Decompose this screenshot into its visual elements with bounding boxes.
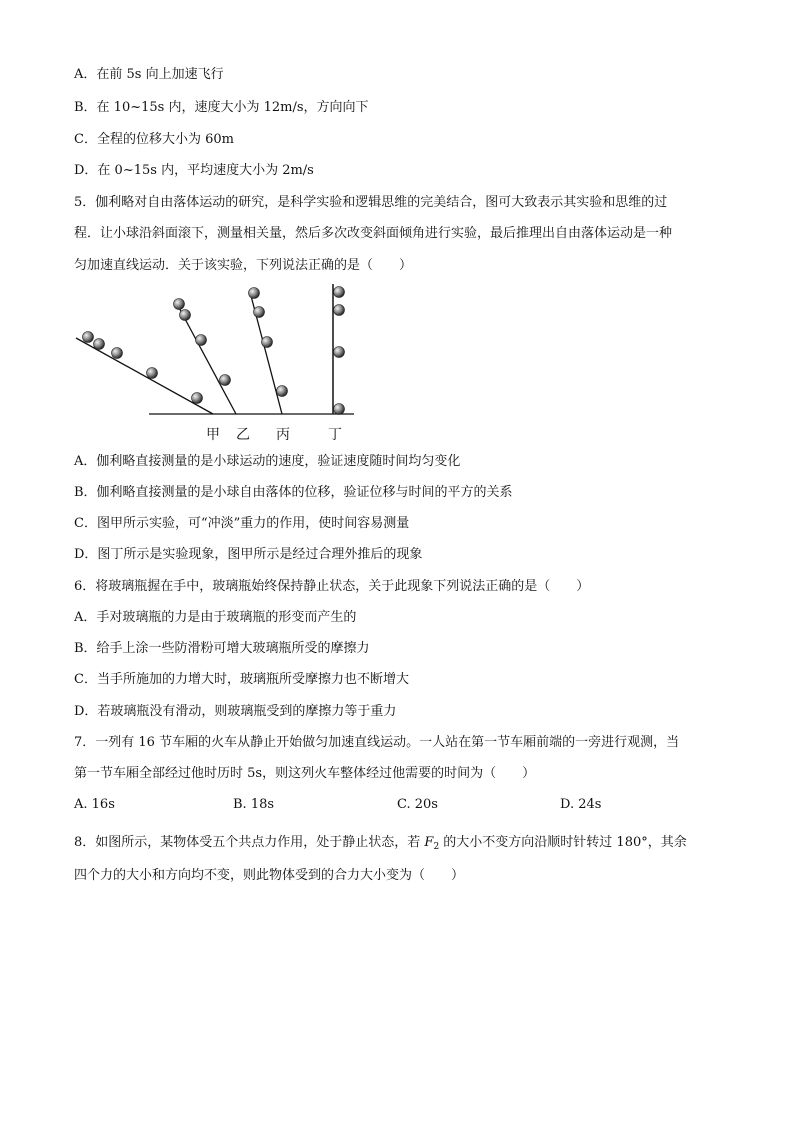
q5-option-b: B．伽利略直接测量的是小球自由落体的位移，验证位移与时间的平方的关系	[74, 485, 513, 500]
ball	[262, 337, 273, 348]
q7-option-c: C. 20s	[397, 797, 438, 812]
ball	[192, 393, 203, 404]
q4-option-c: C．全程的位移大小为 60m	[74, 132, 234, 147]
q5-option-d: D．图丁所示是实验现象，图甲所示是经过合理外推后的现象	[74, 547, 423, 562]
ball	[249, 288, 260, 299]
ball	[147, 368, 158, 379]
galileo-incline-figure	[74, 282, 364, 422]
ball	[334, 404, 345, 415]
q8-stem-line2: 四个力的大小和方向均不变，则此物体受到的合力大小变为（ ）	[74, 868, 465, 883]
balls-bing	[249, 288, 288, 397]
q7-option-b: B. 18s	[233, 797, 275, 812]
q8-stem-text-after: 的大小不变方向沿顺时针转过 180°，其余	[439, 835, 687, 850]
q5-stem-line2: 程．让小球沿斜面滚下，测量相关量，然后多次改变斜面倾角进行实验，最后推理出自由落体运动是一种	[74, 226, 673, 241]
ball	[180, 310, 191, 321]
q4-option-d: D．在 0~15s 内，平均速度大小为 2m/s	[74, 163, 314, 178]
q6-option-b: B．给手上涂一些防滑粉可增大玻璃瓶所受的摩擦力	[74, 641, 370, 656]
force-subscript: 2	[433, 842, 440, 852]
figure-label-jia: 甲	[206, 427, 220, 443]
q8-stem-line1	[74, 834, 687, 856]
balls-ding	[334, 287, 345, 415]
ball	[277, 386, 288, 397]
q7-option-a: A. 16s	[74, 797, 115, 812]
q8-stem-text-before: 8．如图所示，某物体受五个共点力作用，处于静止状态，若	[74, 835, 425, 850]
q5-stem-line1: 5．伽利略对自由落体运动的研究，是科学实验和逻辑思维的完美结合，图可大致表示其实验和思维的过	[74, 195, 668, 210]
q4-option-a: A．在前 5s 向上加速飞行	[74, 67, 224, 82]
q7-stem-line2: 第一节车厢全部经过他时历时 5s，则这列火车整体经过他需要的时间为（ ）	[74, 766, 536, 781]
q6-option-c: C．当手所施加的力增大时，玻璃瓶所受摩擦力也不断增大	[74, 672, 409, 687]
ball	[174, 299, 185, 310]
q5-option-c: C．图甲所示实验，可“冲淡”重力的作用，使时间容易测量	[74, 516, 410, 531]
ball	[83, 332, 94, 343]
force-symbol: F	[424, 835, 434, 850]
incline-jia	[76, 338, 213, 414]
q5-stem-line3: 匀加速直线运动．关于该实验，下列说法正确的是（ ）	[74, 258, 413, 273]
q4-option-b: B．在 10~15s 内，速度大小为 12m/s，方向向下	[74, 100, 369, 115]
ball	[220, 375, 231, 386]
ball	[334, 287, 345, 298]
q6-option-d: D．若玻璃瓶没有滑动，则玻璃瓶受到的摩擦力等于重力	[74, 704, 397, 719]
ball	[112, 348, 123, 359]
figure-label-ding: 丁	[328, 427, 342, 443]
ball	[196, 335, 207, 346]
q7-stem-line1: 7．一列有 16 节车厢的火车从静止开始做匀加速直线运动。一人站在第一节车厢前端的一旁进行观测，当	[74, 735, 680, 750]
balls-jia	[83, 332, 203, 404]
ball	[334, 347, 345, 358]
q6-stem: 6．将玻璃瓶握在手中，玻璃瓶始终保持静止状态，关于此现象下列说法正确的是（ ）	[74, 579, 590, 594]
ball	[254, 307, 265, 318]
balls-yi	[174, 299, 231, 386]
q7-option-d: D. 24s	[560, 797, 602, 812]
figure-label-bing: 丙	[276, 427, 290, 443]
ball	[94, 339, 105, 350]
figure-label-yi: 乙	[236, 427, 250, 443]
q5-option-a: A．伽利略直接测量的是小球运动的速度，验证速度随时间均匀变化	[74, 454, 461, 469]
ball	[334, 305, 345, 316]
q6-option-a: A．手对玻璃瓶的力是由于玻璃瓶的形变而产生的	[74, 610, 357, 625]
